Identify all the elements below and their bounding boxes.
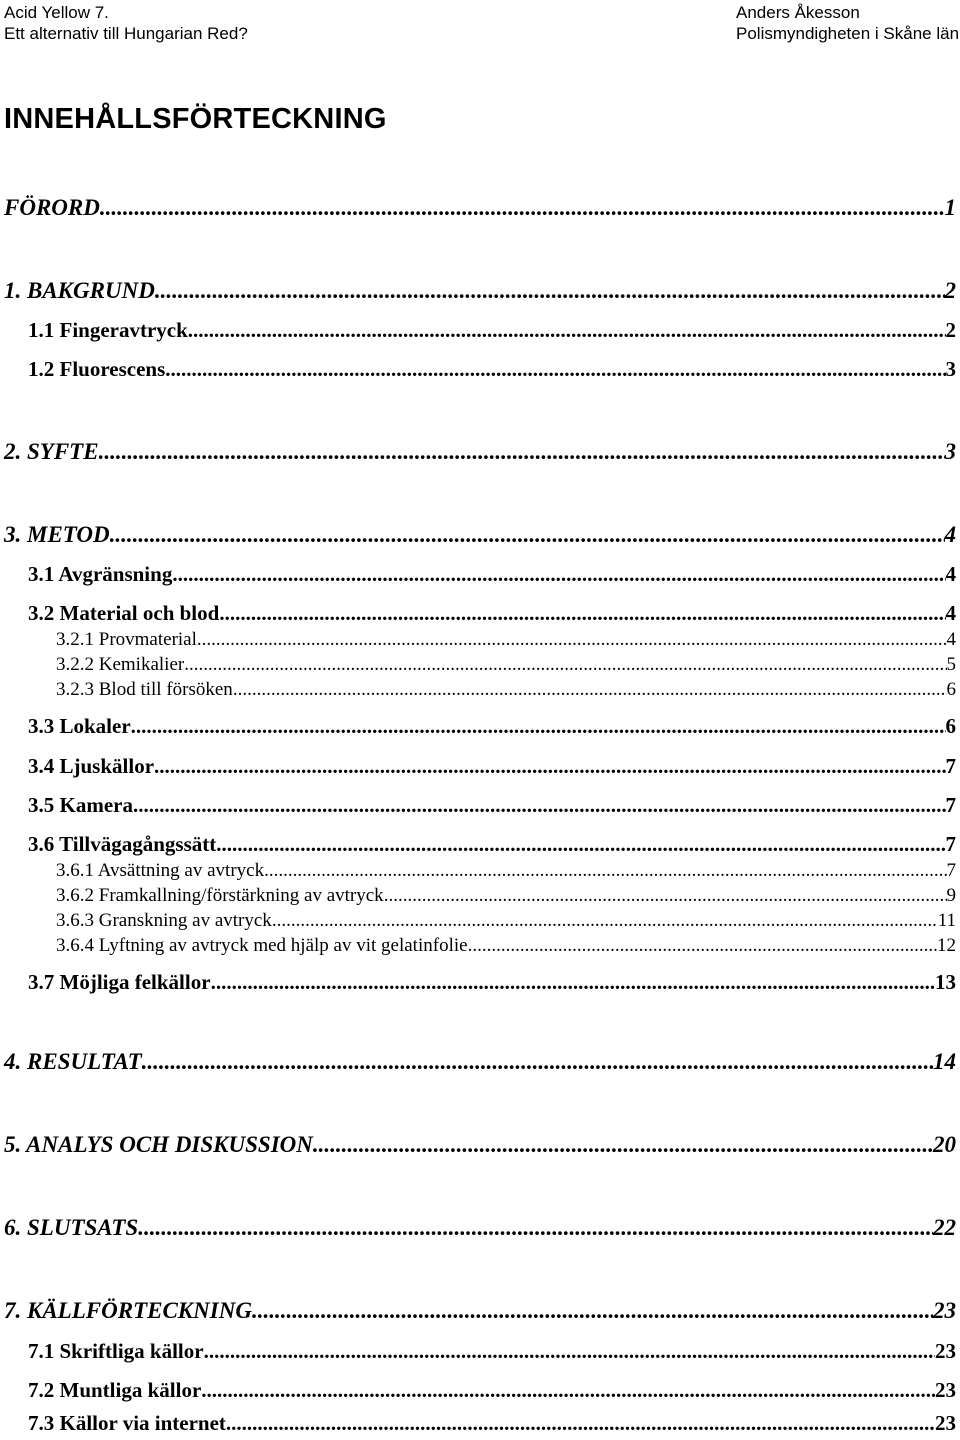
toc-entry-page: 3 [945,357,956,381]
toc-entry-page: 2 [944,278,956,303]
toc-entry[interactable] [0,629,956,657]
toc-entry[interactable] [0,562,956,590]
toc-entry-page: 6 [946,679,956,700]
toc-entry[interactable] [0,1132,956,1160]
toc-entry-page: 11 [937,910,956,931]
toc-leader-dots [172,562,945,587]
toc-leader-dots [219,601,945,626]
toc-entry-label: 7. KÄLLFÖRTECKNING [4,1298,252,1323]
toc-leader-dots [165,357,945,382]
toc-leader-dots [264,860,946,882]
toc-entry-label: 3.2.1 Provmaterial [56,629,197,650]
toc-entry-page: 5 [946,654,956,675]
toc-entry-page: 3 [944,439,956,464]
page-header-left [4,2,248,44]
toc-leader-dots [211,970,935,995]
toc-leader-dots [226,1411,935,1436]
toc-entry-label: 3.6.4 Lyftning av avtryck med hjälp av vit gelatinfolie [56,935,468,956]
toc-entry[interactable] [0,1298,956,1326]
toc-entry[interactable] [0,601,956,629]
toc-entry-label: 1.2 Fluorescens [28,357,166,381]
document-subtitle-line: Ett alternativ till Hungarian Red? [4,24,248,43]
toc-leader-dots [313,1132,933,1158]
toc-entry[interactable] [0,654,956,682]
toc-entry[interactable] [0,860,956,888]
toc-entry-page: 23 [935,1339,956,1363]
toc-entry-label: FÖRORD [4,195,100,220]
toc-entry-page: 12 [937,935,956,956]
document-title-line: Acid Yellow 7. [4,3,109,22]
toc-entry-label: 3.6.1 Avsättning av avtryck [56,860,265,881]
toc-leader-dots [138,1215,933,1241]
toc-entry[interactable] [0,754,956,782]
toc-entry-label: 6. SLUTSATS [4,1215,139,1240]
toc-entry[interactable] [0,357,956,385]
page-title: INNEHÅLLSFÖRTECKNING [4,103,387,135]
toc-entry-label: 3.4 Ljuskällor [28,754,155,778]
toc-entry-page: 22 [933,1215,956,1240]
toc-leader-dots [184,654,946,676]
toc-entry[interactable] [0,970,956,998]
toc-entry-page: 7 [945,793,956,817]
toc-entry-label: 7.1 Skriftliga källor [28,1339,204,1363]
toc-entry-label: 3.6.2 Framkallning/förstärkning av avtryck [56,885,384,906]
toc-entry-page: 23 [933,1298,956,1323]
toc-entry-page: 4 [945,601,956,625]
toc-entry[interactable] [0,832,956,860]
toc-entry[interactable] [0,1339,956,1367]
toc-entry-page: 9 [946,885,956,906]
toc-entry-label: 3.7 Möjliga felkällor [28,970,211,994]
toc-entry-label: 3.3 Lokaler [28,714,131,738]
toc-entry[interactable] [0,1411,956,1439]
toc-entry[interactable] [0,195,956,223]
toc-entry-page: 2 [945,318,956,342]
toc-leader-dots [384,885,947,907]
toc-leader-dots [154,754,945,779]
toc-entry-page: 1 [944,195,956,220]
toc-entry[interactable] [0,278,956,306]
toc-entry[interactable] [0,885,956,913]
toc-entry[interactable] [0,935,956,963]
toc-leader-dots [272,910,938,932]
toc-entry[interactable] [0,439,956,467]
author-organization: Polismyndigheten i Skåne län [736,24,960,43]
toc-leader-dots [468,935,937,957]
toc-leader-dots [142,1049,933,1075]
toc-entry-label: 7.3 Källor via internet [28,1411,226,1435]
toc-leader-dots [131,714,946,739]
author-name: Anders Åkesson [736,3,860,22]
toc-leader-dots [201,1378,935,1403]
toc-entry-label: 3.6 Tillvägagångssätt [28,832,217,856]
toc-entry-page: 23 [935,1411,956,1435]
toc-entry-label: 1. BAKGRUND [4,278,155,303]
toc-entry[interactable] [0,1378,956,1406]
toc-leader-dots [110,522,945,548]
toc-entry-page: 7 [945,832,956,856]
toc-entry-page: 13 [935,970,956,994]
toc-leader-dots [100,195,945,221]
toc-entry[interactable] [0,1215,956,1243]
toc-entry-label: 7.2 Muntliga källor [28,1378,202,1402]
toc-entry[interactable] [0,679,956,707]
toc-entry[interactable] [0,522,956,550]
toc-entry-page: 23 [935,1378,956,1402]
toc-entry-page: 4 [945,562,956,586]
toc-leader-dots [155,278,945,304]
toc-leader-dots [197,629,947,651]
toc-leader-dots [252,1298,933,1324]
toc-leader-dots [233,679,947,701]
toc-entry-page: 7 [946,860,956,881]
toc-entry[interactable] [0,1049,956,1077]
toc-entry[interactable] [0,910,956,938]
toc-leader-dots [188,318,946,343]
toc-entry-label: 3.5 Kamera [28,793,133,817]
toc-entry-page: 7 [945,754,956,778]
toc-entry-label: 5. ANALYS OCH DISKUSSION [4,1132,313,1157]
toc-entry[interactable] [0,318,956,346]
toc-entry-label: 1.1 Fingeravtryck [28,318,188,342]
toc-entry-page: 6 [945,714,956,738]
toc-entry-label: 3.2.3 Blod till försöken [56,679,233,700]
toc-entry-label: 3.6.3 Granskning av avtryck [56,910,272,931]
toc-entry-label: 3. METOD [4,522,110,547]
toc-entry-label: 4. RESULTAT [4,1049,142,1074]
toc-leader-dots [133,793,946,818]
toc-leader-dots [99,439,945,465]
toc-entry-label: 2. SYFTE [4,439,99,464]
toc-entry-label: 3.1 Avgränsning [28,562,173,586]
toc-entry-page: 14 [933,1049,956,1074]
toc-entry-page: 20 [933,1132,956,1157]
toc-entry-page: 4 [946,629,956,650]
toc-entry[interactable] [0,793,956,821]
toc-entry[interactable] [0,714,956,742]
toc-entry-label: 3.2 Material och blod [28,601,220,625]
page-header-right [736,2,959,44]
toc-leader-dots [204,1339,935,1364]
toc-entry-page: 4 [944,522,956,547]
toc-entry-label: 3.2.2 Kemikalier [56,654,185,675]
toc-leader-dots [216,832,945,857]
